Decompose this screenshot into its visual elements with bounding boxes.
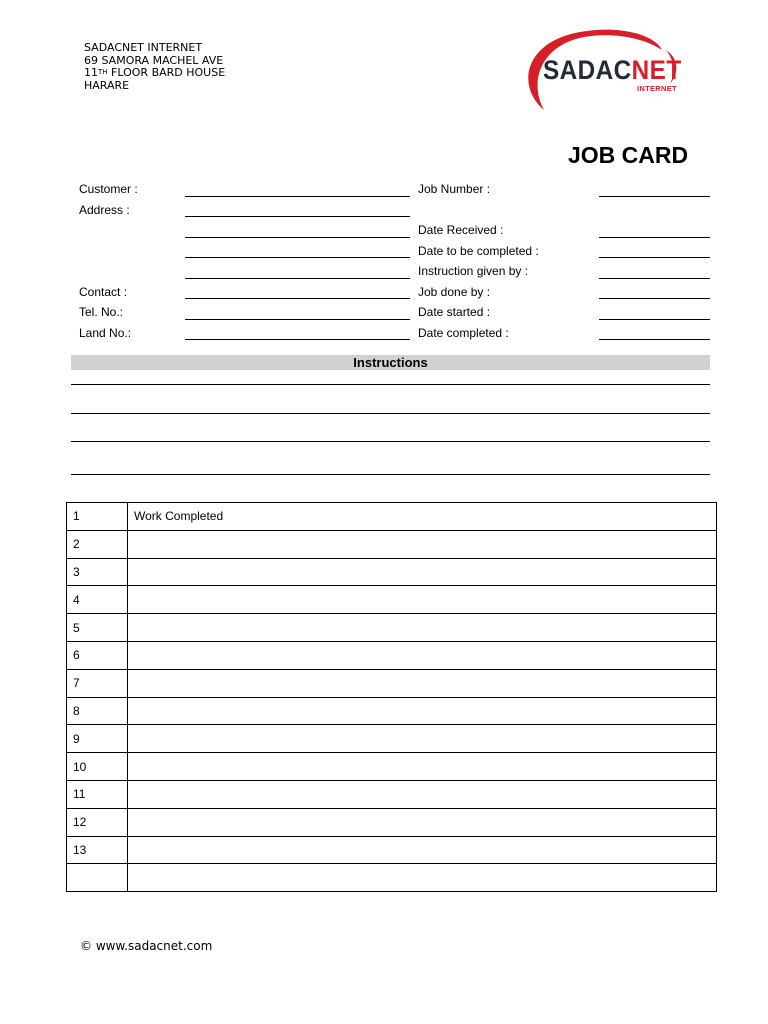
job-done-by-field[interactable] — [599, 298, 710, 299]
table-row — [67, 864, 717, 892]
job-number-field[interactable] — [599, 196, 710, 197]
address-field-4[interactable] — [185, 278, 410, 279]
work-completed-header[interactable]: Work Completed — [128, 503, 717, 531]
row-number: 3 — [67, 558, 128, 586]
job-number-label: Job Number : — [418, 182, 491, 196]
row-number: 11 — [67, 780, 128, 808]
table-row — [67, 669, 717, 697]
sadacnet-logo — [518, 24, 686, 118]
work-entry-cell[interactable] — [128, 586, 717, 614]
work-entry-cell[interactable] — [128, 558, 717, 586]
contact-label: Contact : — [79, 285, 128, 299]
instruction-given-by-label: Instruction given by : — [418, 264, 529, 278]
row-number: 5 — [67, 614, 128, 642]
date-received-field[interactable] — [599, 237, 710, 238]
address-field-3[interactable] — [185, 257, 410, 258]
date-completed-label: Date completed : — [418, 326, 509, 340]
tel-label: Tel. No.: — [79, 305, 124, 319]
table-row — [67, 836, 717, 864]
instruction-line-1[interactable] — [71, 384, 710, 385]
date-to-complete-field[interactable] — [599, 257, 710, 258]
floor-rest: FLOOR BARD HOUSE — [107, 66, 226, 79]
row-number: 7 — [67, 669, 128, 697]
date-started-field[interactable] — [599, 319, 710, 320]
floor-number: 11 — [84, 66, 98, 79]
instruction-line-2[interactable] — [71, 413, 710, 414]
date-to-complete-label: Date to be completed : — [418, 244, 539, 258]
table-row — [67, 530, 717, 558]
work-entry-cell[interactable] — [128, 753, 717, 781]
table-row — [67, 697, 717, 725]
work-entry-cell[interactable] — [128, 614, 717, 642]
row-number: 6 — [67, 641, 128, 669]
row-number: 1 — [67, 503, 128, 531]
work-entry-cell[interactable] — [128, 808, 717, 836]
row-number: 8 — [67, 697, 128, 725]
logo-tagline: INTERNET — [637, 84, 677, 93]
date-completed-field[interactable] — [599, 339, 710, 340]
footer-copyright: © www.sadacnet.com — [80, 939, 213, 953]
row-number: 13 — [67, 836, 128, 864]
tel-field[interactable] — [185, 319, 410, 320]
work-entry-cell[interactable] — [128, 780, 717, 808]
company-floor — [84, 67, 225, 80]
work-entry-cell[interactable] — [128, 864, 717, 892]
address-field-2[interactable] — [185, 237, 410, 238]
row-number: 4 — [67, 586, 128, 614]
logo-sadac-text: SADAC — [543, 55, 632, 85]
floor-suffix: TH — [98, 68, 108, 76]
land-field[interactable] — [185, 339, 410, 340]
table-row — [67, 614, 717, 642]
job-done-by-label: Job done by : — [418, 285, 491, 299]
table-row — [67, 808, 717, 836]
company-street: 69 SAMORA MACHEL AVE — [84, 53, 224, 67]
company-city: HARARE — [84, 78, 130, 92]
row-number: 2 — [67, 530, 128, 558]
company-name: SADACNET INTERNET — [84, 41, 203, 54]
address-label: Address : — [79, 203, 130, 217]
work-entry-cell[interactable] — [128, 669, 717, 697]
table-row — [67, 558, 717, 586]
table-row — [67, 586, 717, 614]
address-field-1[interactable] — [185, 216, 410, 217]
company-address — [84, 42, 225, 92]
customer-field[interactable] — [185, 196, 410, 197]
row-number: 10 — [67, 753, 128, 781]
table-row — [67, 725, 717, 753]
work-entry-cell[interactable] — [128, 697, 717, 725]
land-label: Land No.: — [79, 326, 132, 340]
contact-field[interactable] — [185, 298, 410, 299]
work-completed-table — [66, 502, 717, 892]
work-entry-cell[interactable] — [128, 641, 717, 669]
instructions-heading: Instructions — [71, 355, 710, 370]
logo-net-text: NET — [631, 55, 682, 85]
work-entry-cell[interactable] — [128, 836, 717, 864]
work-entry-cell[interactable] — [128, 725, 717, 753]
row-number: 9 — [67, 725, 128, 753]
table-row — [67, 641, 717, 669]
table-row — [67, 753, 717, 781]
page-title: JOB CARD — [568, 142, 689, 168]
row-number — [67, 864, 128, 892]
date-received-label: Date Received : — [418, 223, 504, 237]
row-number: 12 — [67, 808, 128, 836]
table-row — [67, 503, 717, 531]
instruction-line-3[interactable] — [71, 441, 710, 442]
logo-wordmark — [543, 55, 682, 86]
table-row — [67, 780, 717, 808]
date-started-label: Date started : — [418, 305, 491, 319]
instruction-line-4[interactable] — [71, 474, 710, 475]
instruction-given-by-field[interactable] — [599, 278, 710, 279]
work-entry-cell[interactable] — [128, 530, 717, 558]
customer-label: Customer : — [79, 182, 138, 196]
